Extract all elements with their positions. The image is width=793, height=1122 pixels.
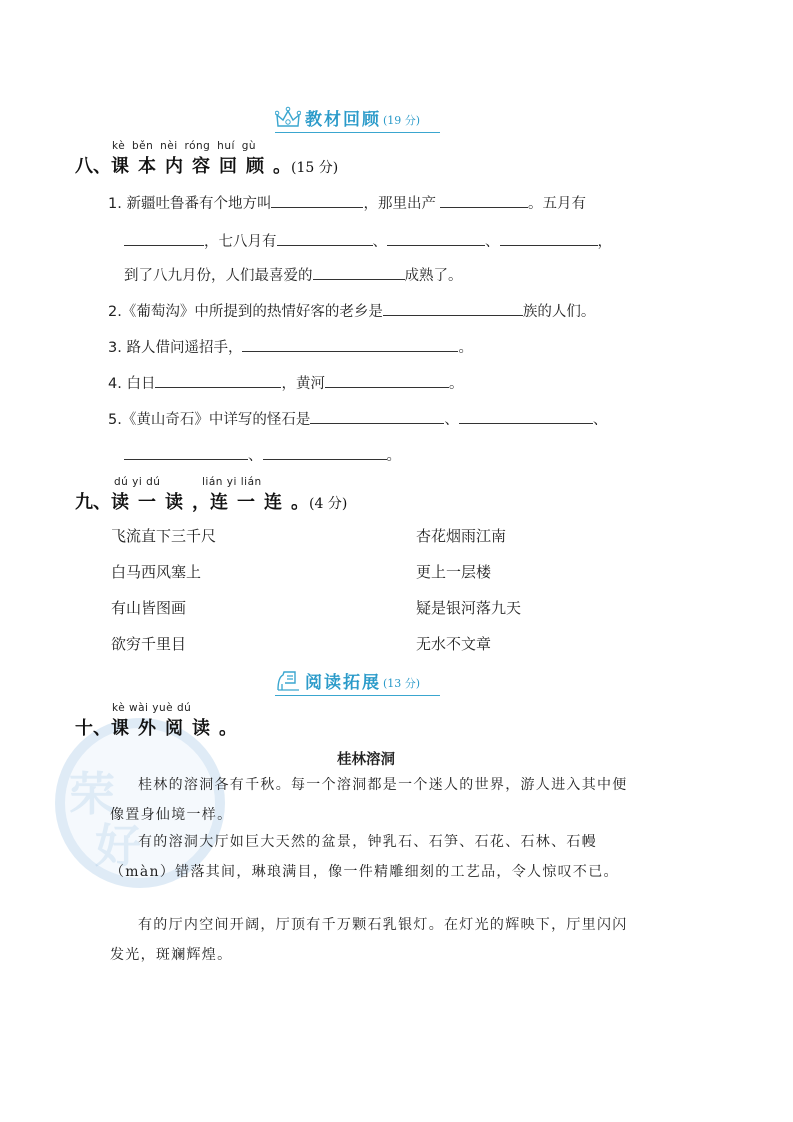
match-left-1[interactable]: 飞流直下三千尺: [111, 527, 217, 545]
answer-blank[interactable]: [500, 231, 598, 246]
q8-item1-line2: [124, 230, 612, 251]
text: ，那里出产: [363, 196, 436, 212]
title-period: 。: [291, 492, 309, 513]
answer-blank[interactable]: [271, 193, 363, 208]
match-right-1[interactable]: 杏花烟雨江南: [416, 527, 507, 545]
passage-paragraph-1: 桂林的溶洞各有千秋。每一个溶洞都是一个迷人的世界，游人进入其中便像置身仙境一样。: [110, 777, 628, 823]
passage-paragraph-2: 有的溶洞大厅如巨大天然的盆景，钟乳石、石笋、石花、石林、石幔（màn）错落其间，琳琅满目，像一件精雕细刻的工艺品，令人惊叹不已。: [110, 834, 619, 880]
q10-title: [75, 714, 237, 740]
watermark-text-top: 荣: [69, 767, 115, 821]
q10-pinyin: kè wài yuè dú: [112, 702, 192, 714]
section-title: 教材回顾: [305, 110, 381, 130]
text: ，: [597, 234, 612, 250]
answer-blank[interactable]: [263, 445, 387, 460]
question-score: (4 分): [309, 496, 348, 512]
section-title: 阅读拓展: [305, 673, 381, 693]
answer-blank[interactable]: [242, 337, 458, 352]
q8-title: [75, 152, 338, 178]
book-reading-icon: [275, 669, 301, 693]
match-right-3[interactable]: 疑是银河落九天: [416, 599, 522, 617]
answer-blank[interactable]: [387, 231, 485, 246]
text: 族的人们。: [522, 304, 596, 320]
text: 2.《葡萄沟》中所提到的热情好客的老乡是: [108, 304, 383, 320]
question-title-b: 连一连: [210, 492, 291, 513]
text: 、: [248, 448, 263, 464]
answer-blank[interactable]: [383, 301, 523, 316]
title-period: 。: [273, 156, 291, 177]
q8-item1-line3: [124, 264, 463, 285]
q8-item4: [108, 372, 463, 393]
text: 到了八九月份，人们最喜爱的: [124, 268, 313, 284]
question-title: 课本内容回顾: [111, 156, 273, 177]
answer-blank[interactable]: [325, 373, 449, 388]
question-number: 十、: [75, 718, 111, 739]
match-right-4[interactable]: 无水不文章: [416, 635, 492, 653]
match-right-2[interactable]: 更上一层楼: [416, 563, 492, 581]
answer-blank[interactable]: [440, 193, 528, 208]
match-left-4[interactable]: 欲穷千里目: [111, 635, 187, 653]
section-header-reading-extension: [275, 665, 440, 696]
q8-item5-line1: [108, 408, 607, 429]
text: 成熟了。: [404, 268, 463, 284]
match-left-3[interactable]: 有山皆图画: [111, 599, 187, 617]
text: 1. 新疆吐鲁番有个地方叫: [108, 196, 272, 212]
q8-item2: [108, 300, 595, 321]
answer-blank[interactable]: [310, 409, 444, 424]
question-title: 课外阅读: [111, 718, 219, 739]
answer-blank[interactable]: [313, 265, 405, 280]
text: ，七八月有: [204, 234, 277, 250]
text: 。: [458, 340, 473, 356]
question-score: (15 分): [291, 160, 339, 176]
text: 、: [485, 234, 500, 250]
text: 、: [592, 412, 608, 428]
watermark-text-bottom: 好: [95, 819, 141, 873]
text: 4. 白日: [108, 376, 156, 392]
answer-blank[interactable]: [124, 231, 204, 246]
question-title-a: 读一读: [111, 492, 192, 513]
text: ，黄河: [281, 376, 325, 392]
section-header-textbook-review: [275, 102, 440, 133]
answer-blank[interactable]: [124, 445, 248, 460]
q8-pinyin: kè běn nèi róng huí gù: [112, 140, 257, 152]
passage-title: 桂林溶洞: [337, 752, 395, 768]
text: 3. 路人借问遥招手，: [108, 340, 243, 356]
q9-pinyin-a: dú yi dú: [114, 476, 161, 488]
text: 。五月有: [527, 196, 586, 212]
q8-item3: [108, 336, 473, 357]
text: 。: [386, 448, 401, 464]
q8-item1-line1: [108, 192, 586, 213]
section-score: (19 分): [383, 114, 421, 127]
q9-pinyin-b: lián yi lián: [202, 476, 262, 488]
crown-icon: [275, 106, 301, 130]
question-number: 九、: [75, 492, 111, 513]
answer-blank[interactable]: [277, 231, 373, 246]
match-left-2[interactable]: 白马西风塞上: [111, 563, 202, 581]
title-comma: ，: [192, 492, 210, 513]
text: 。: [448, 376, 464, 392]
text: 5.《黄山奇石》中详写的怪石是: [108, 412, 311, 428]
title-period: 。: [219, 718, 237, 739]
text: 、: [444, 412, 459, 428]
q8-item5-line2: [124, 444, 401, 465]
q9-title: [75, 488, 347, 514]
answer-blank[interactable]: [459, 409, 593, 424]
section-score: (13 分): [383, 677, 421, 690]
answer-blank[interactable]: [155, 373, 281, 388]
text: 、: [372, 234, 387, 250]
passage-paragraph-3: 有的厅内空间开阔，厅顶有千万颗石乳银灯。在灯光的辉映下，厅里闪闪发光，斑斓辉煌。: [110, 917, 628, 963]
question-number: 八、: [75, 156, 111, 177]
